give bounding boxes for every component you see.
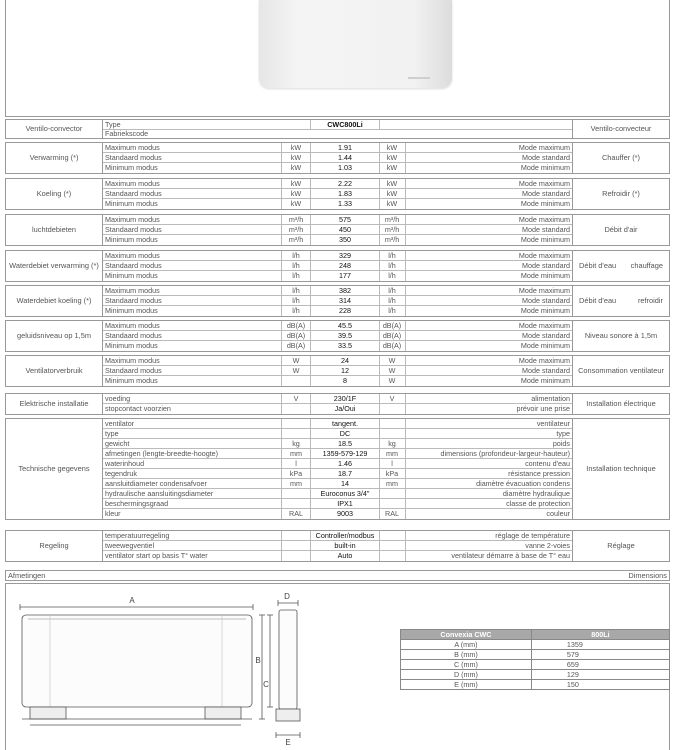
section-label-nl: Waterdebiet koeling (*) [6, 286, 103, 316]
table-row: waterinhoud l 1.46 l contenu d'eau [105, 459, 570, 468]
section-label-nl: Technische gegevens [6, 419, 103, 519]
table-row: voeding V 230/1F V alimentation [105, 394, 570, 403]
table-row: A (mm) 1359 [401, 640, 670, 650]
table-row: Maximum modus dB(A) 45.5 dB(A) Mode maximum [105, 321, 570, 330]
spec-section [5, 250, 670, 282]
table-row: stopcontact voorzien Ja/Oui prévoir une prise [105, 404, 570, 413]
table-row: E (mm) 150 [401, 680, 670, 690]
table-row: Minimum modus kW 1.03 kW Mode minimum [105, 163, 570, 172]
table-row: Minimum modus 8 W Mode minimum [105, 376, 570, 385]
section-label-fr: Installation technique [572, 419, 669, 519]
table-row: Maximum modus l/h 382 l/h Mode maximum [105, 286, 570, 295]
model-name: CWC800Li [310, 120, 380, 130]
spec-section [5, 355, 670, 387]
dim-label-c: C [263, 680, 269, 689]
table-row: Maximum modus l/h 329 l/h Mode maximum [105, 251, 570, 260]
table-row: Standaard modus kW 1.83 kW Mode standard [105, 189, 570, 198]
table-row: Minimum modus l/h 177 l/h Mode minimum [105, 271, 570, 280]
spec-section [5, 142, 670, 174]
table-row: Minimum modus dB(A) 33.5 dB(A) Mode minimum [105, 341, 570, 350]
section-label-fr: Débit d'eau chauffage [572, 251, 669, 281]
table-row: Maximum modus W 24 W Mode maximum [105, 356, 570, 365]
section-label-nl: Regeling [6, 531, 103, 561]
section-label-nl: Koeling (*) [6, 179, 103, 209]
section-label-nl: Ventilatorverbruik [6, 356, 103, 386]
table-row: hydraulische aansluitingsdiameter Euroconus 3/4" diamètre hydraulique [105, 489, 570, 498]
table-row: Standaard modus kW 1.44 kW Mode standard [105, 153, 570, 162]
product-logo [408, 77, 430, 79]
spec-section [5, 214, 670, 246]
dimensions-table [400, 629, 670, 690]
table-row: tegendruk kPa 18.7 kPa résistance pression [105, 469, 570, 478]
section-label-nl: Elektrische installatie [6, 394, 103, 414]
table-row: C (mm) 659 [401, 660, 670, 670]
section-label-nl: luchtdebieten [6, 215, 103, 245]
section-label-nl: Waterdebiet verwarming (*) [6, 251, 103, 281]
table-row: D (mm) 129 [401, 670, 670, 680]
table-row: Maximum modus m³/h 575 m³/h Mode maximum [105, 215, 570, 224]
spec-section [5, 418, 670, 520]
dim-label-a: A [129, 596, 135, 605]
table-row: Standaard modus m³/h 450 m³/h Mode standard [105, 225, 570, 234]
section-label-nl: Verwarming (*) [6, 143, 103, 173]
table-row: Minimum modus kW 1.33 kW Mode minimum [105, 199, 570, 208]
dim-table-header-model: Convexia CWC [401, 630, 532, 640]
table-row: Standaard modus dB(A) 39.5 dB(A) Mode standard [105, 331, 570, 340]
table-row: Standaard modus l/h 248 l/h Mode standard [105, 261, 570, 270]
spec-section [5, 393, 670, 415]
dimension-drawing [0, 583, 320, 750]
section-label-fr: Chauffer (*) [572, 143, 669, 173]
table-row: kleur RAL 9003 RAL couleur [105, 509, 570, 518]
table-row: temperatuurregeling Controller/modbus réglage de température [105, 531, 570, 540]
section-label-nl: geluidsniveau op 1,5m [6, 321, 103, 351]
section-label-fr: Débit d'eau refroidir [572, 286, 669, 316]
table-row: beschermingsgraad IPX1 classe de protection [105, 499, 570, 508]
table-row: ventilator tangent. ventilateur [105, 419, 570, 428]
section-label-fr: Niveau sonore à 1,5m [572, 321, 669, 351]
table-row: Maximum modus kW 2.22 kW Mode maximum [105, 179, 570, 188]
product-photo-frame [5, 0, 670, 117]
table-row: tweewegventiel built-in vanne 2-voies [105, 541, 570, 550]
model-label-nl: Ventilo-convector [6, 120, 103, 138]
model-label-fr: Ventilo-convecteur [572, 120, 669, 138]
table-row: Standaard modus W 12 W Mode standard [105, 366, 570, 375]
dim-table-header-value: 800Li [531, 630, 669, 640]
table-row: Fabriekscode [105, 129, 149, 138]
dim-label-e: E [285, 738, 291, 747]
spec-section [5, 320, 670, 352]
section-label-fr: Consommation ventilateur [572, 356, 669, 386]
dimensions-bar: Afmetingen Dimensions [5, 570, 670, 581]
spec-section [5, 285, 670, 317]
dim-label-d: D [284, 592, 290, 601]
table-row: gewicht kg 18.5 kg poids [105, 439, 570, 448]
spec-section [5, 178, 670, 210]
table-row: Standaard modus l/h 314 l/h Mode standard [105, 296, 570, 305]
section-label-fr: Refroidir (*) [572, 179, 669, 209]
table-row: Type CWC800Li [103, 120, 572, 130]
table-row: Minimum modus m³/h 350 m³/h Mode minimum [105, 235, 570, 244]
fan-convector-image [259, 0, 452, 88]
table-row: aansluitdiameter condensafvoer mm 14 mm diamètre évacuation condens [105, 479, 570, 488]
table-row: Maximum modus kW 1.91 kW Mode maximum [105, 143, 570, 152]
table-row: afmetingen (lengte-breedte-hoogte) mm 1359-579-129 mm dimensions (profondeur-largeur-hauteur) [105, 449, 570, 458]
model-block [5, 119, 670, 139]
section-label-fr: Réglage [572, 531, 669, 561]
table-row: type DC type [105, 429, 570, 438]
table-row: Minimum modus l/h 228 l/h Mode minimum [105, 306, 570, 315]
dim-label-b: B [255, 656, 261, 665]
table-row: ventilator start op basis T° water Auto ventilateur démarre à base de T° eau [105, 551, 570, 560]
spec-section [5, 530, 670, 562]
table-row: B (mm) 579 [401, 650, 670, 660]
section-label-fr: Installation électrique [572, 394, 669, 414]
section-label-fr: Débit d'air [572, 215, 669, 245]
